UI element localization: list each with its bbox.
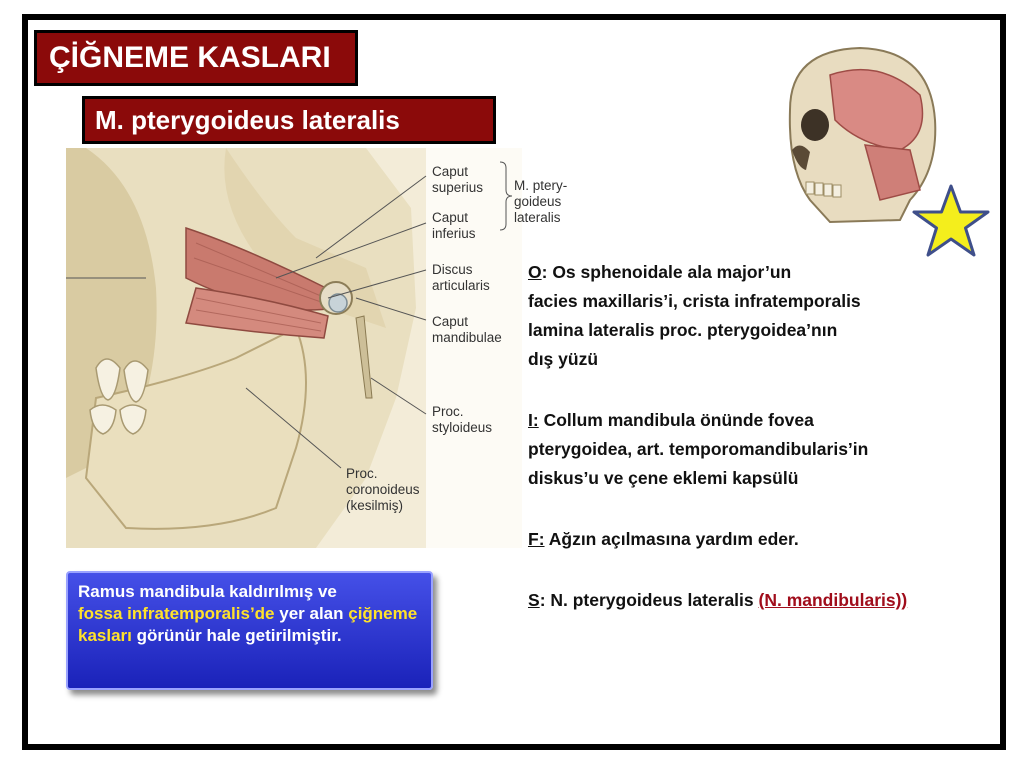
insertion-line-2: pterygoidea, art. temporomandibularis’in	[528, 439, 869, 459]
function-text: Ağzın açılmasına yardım eder.	[544, 529, 799, 549]
slide-subtitle	[82, 96, 496, 144]
note-part-2: fossa infratemporalis’de	[78, 604, 275, 623]
anatomy-drawing	[66, 148, 522, 548]
note-part-1: Ramus mandibula kaldırılmış ve	[78, 582, 337, 601]
slide-subtitle-text: M. pterygoideus lateralis	[95, 104, 400, 135]
origin-line-3: lamina lateralis proc. pterygoidea’nın	[528, 320, 838, 340]
function-key: F:	[528, 529, 545, 549]
origin-line-4: dış yüzü	[528, 349, 599, 369]
label-caput-superius: Caput superius	[432, 164, 484, 195]
label-proc-styloideus: Proc. styloideus	[432, 404, 493, 435]
note-part-3: yer alan	[274, 604, 349, 623]
insertion-line-1	[528, 406, 1008, 435]
insertion-text: Collum mandibula önünde fovea	[538, 410, 814, 430]
label-discus: Discus articularis	[432, 262, 490, 293]
function-line	[528, 525, 1008, 554]
note-part-5: görünür hale getirilmiştir.	[131, 626, 342, 645]
note-part-4: çiğneme kasları	[78, 604, 418, 645]
slide-title	[34, 30, 358, 86]
origin-text: : Os sphenoidale ala major’un	[541, 262, 792, 282]
label-proc-coronoideus: Proc. coronoideus (kesilmiş)	[346, 466, 420, 513]
insertion-key: I:	[528, 410, 539, 430]
star-icon	[910, 182, 992, 260]
muscle-info	[528, 258, 1008, 615]
nerve-key: S	[528, 590, 540, 610]
slide-title-text: ÇİĞNEME KASLARI	[49, 41, 331, 74]
origin-key: O	[528, 262, 542, 282]
note-box	[66, 571, 433, 690]
nerve-line	[528, 586, 1008, 615]
origin-line-2: facies maxillaris’i, crista infratemporalis	[528, 291, 861, 311]
label-caput-inferius: Caput inferius	[432, 210, 476, 241]
label-muscle-name: M. ptery- goideus lateralis	[514, 178, 568, 225]
origin-line-1	[528, 258, 1008, 287]
nerve-text: : N. pterygoideus lateralis	[539, 590, 759, 610]
label-caput-mandibulae: Caput mandibulae	[432, 314, 502, 345]
nerve-branch: (N. mandibularis))	[758, 590, 908, 610]
insertion-line-3: diskus’u ve çene eklemi kapsülü	[528, 468, 799, 488]
